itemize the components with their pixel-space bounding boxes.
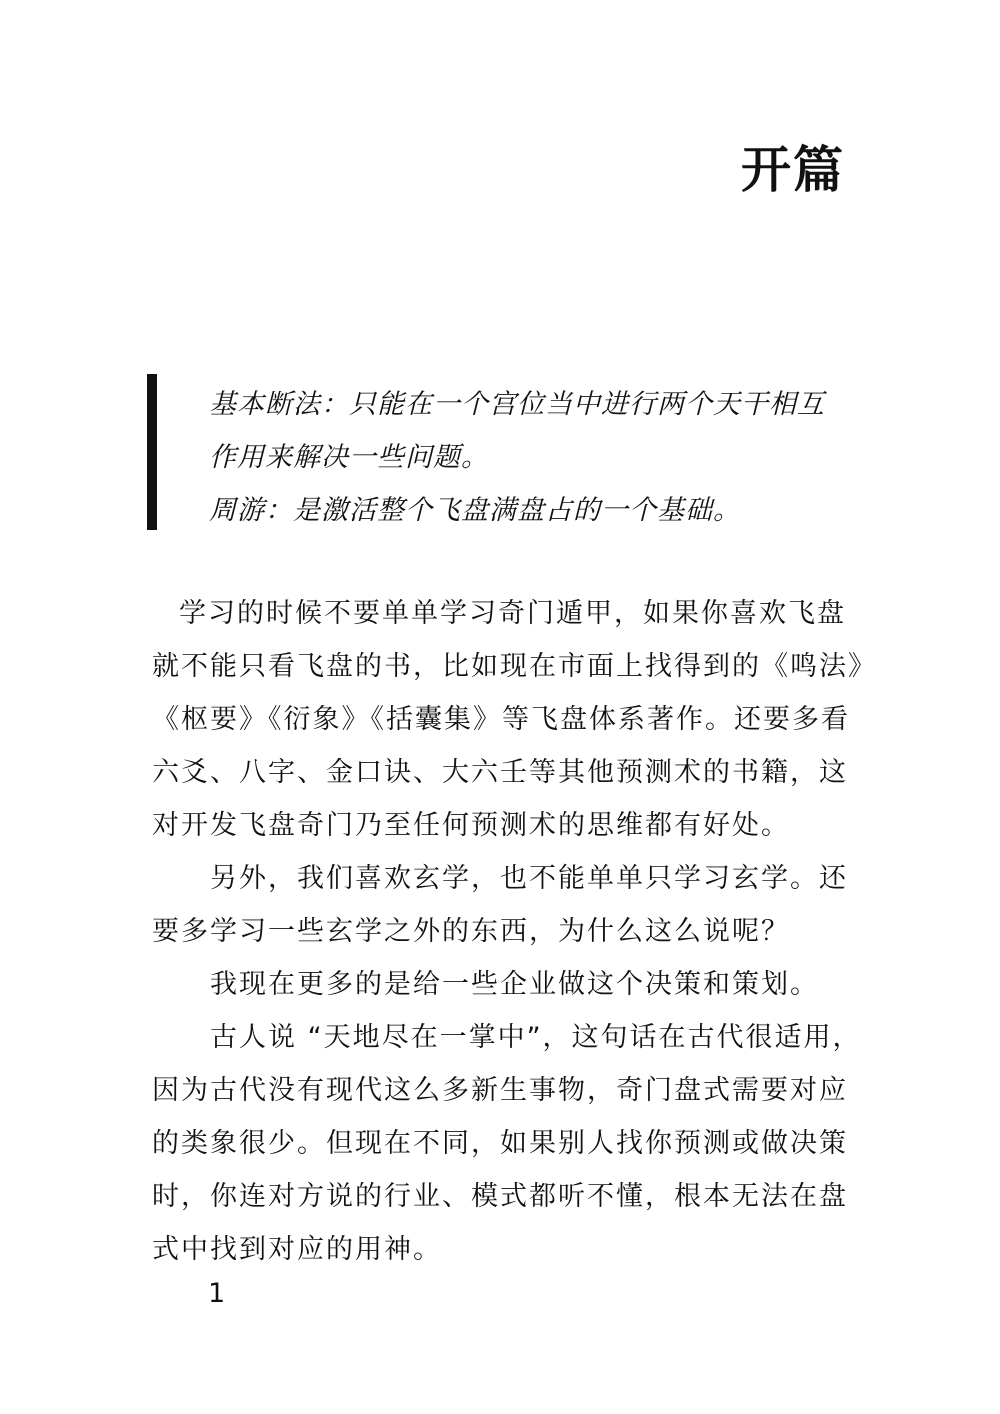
epigraph-block xyxy=(147,374,867,530)
text-line: 我现在更多的是给一些企业做这个决策和策划。 xyxy=(210,969,819,1000)
epigraph-bar xyxy=(147,374,157,530)
paragraph xyxy=(152,852,852,958)
epigraph-line: 基本断法：只能在一个宫位当中进行两个天干相互 xyxy=(209,389,825,420)
epigraph-text xyxy=(209,378,859,537)
paragraph xyxy=(152,958,852,1011)
chapter-title: 开篇 xyxy=(741,141,845,199)
text-line: 《枢要》《衍象》《括囊集》等飞盘体系著作。还要多看 xyxy=(152,704,850,735)
paragraph xyxy=(152,587,877,852)
paragraph xyxy=(152,1011,862,1276)
page-number: 1 xyxy=(208,1278,226,1309)
text-line: 的类象很少。但现在不同，如果别人找你预测或做决策 xyxy=(152,1128,848,1159)
text-line: 六爻、八字、金口诀、大六壬等其他预测术的书籍，这 xyxy=(152,757,848,788)
text-line: 因为古代没有现代这么多新生事物，奇门盘式需要对应 xyxy=(152,1075,848,1106)
epigraph-line: 周游：是激活整个飞盘满盘占的一个基础。 xyxy=(209,495,741,526)
body-text xyxy=(152,587,877,1276)
epigraph-line: 作用来解决一些问题。 xyxy=(209,442,489,473)
text-line: 时，你连对方说的行业、模式都听不懂，根本无法在盘 xyxy=(152,1181,848,1212)
text-line: 学习的时候不要单单学习奇门遁甲，如果你喜欢飞盘 xyxy=(179,598,846,629)
text-line: 对开发飞盘奇门乃至任何预测术的思维都有好处。 xyxy=(152,810,790,841)
text-line: 另外，我们喜欢玄学，也不能单单只学习玄学。还 xyxy=(210,863,848,894)
text-line: 就不能只看飞盘的书，比如现在市面上找得到的《鸣法》 xyxy=(152,651,877,682)
text-line: 式中找到对应的用神。 xyxy=(152,1234,442,1265)
text-line: 要多学习一些玄学之外的东西，为什么这么说呢？ xyxy=(152,916,790,947)
text-line: 古人说 “天地尽在一掌中”，这句话在古代很适用， xyxy=(210,1022,862,1053)
